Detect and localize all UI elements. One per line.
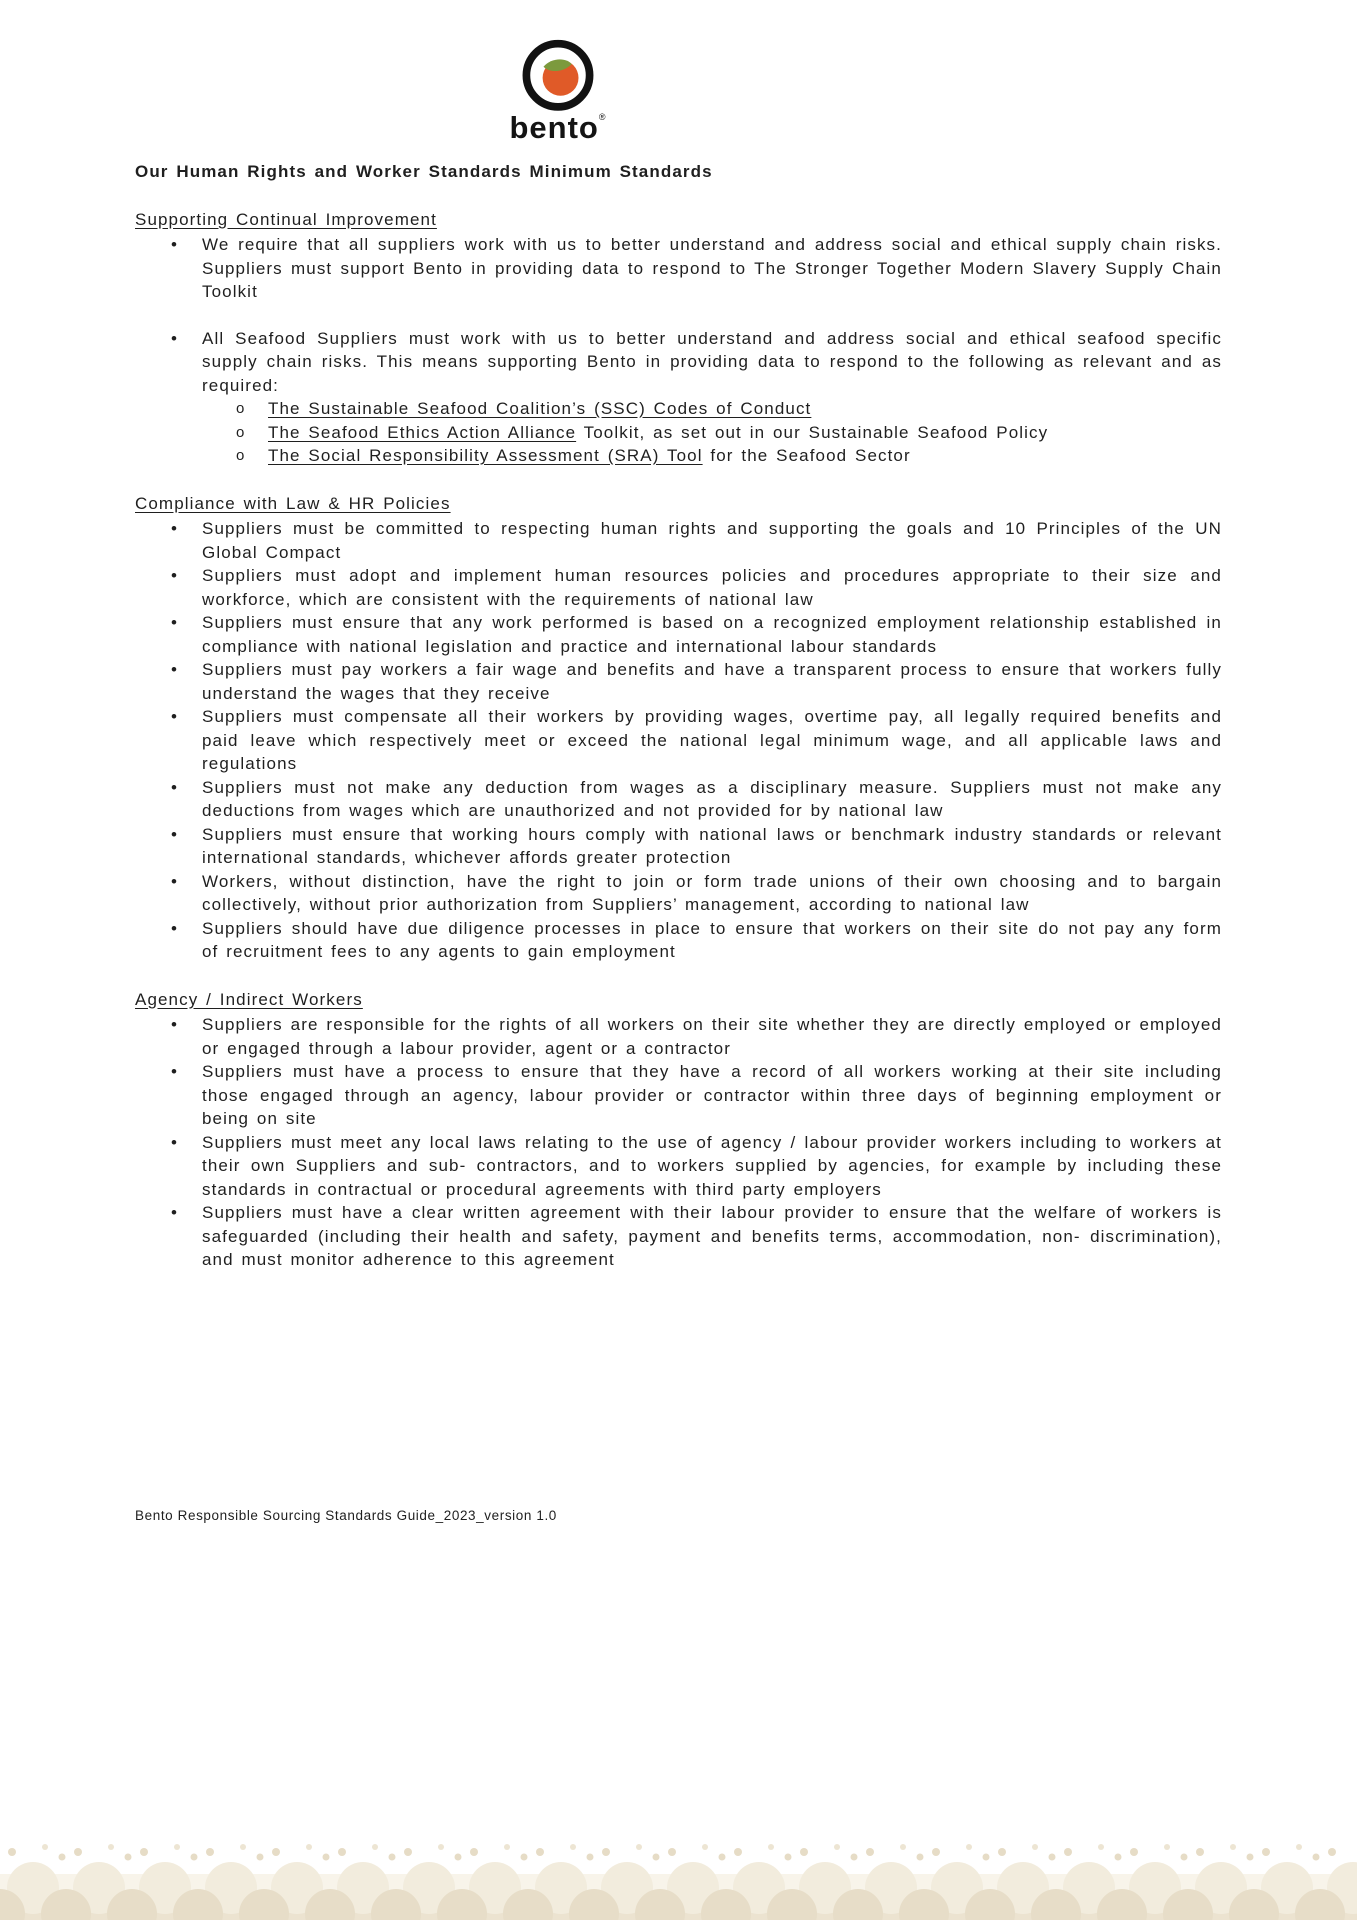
bullet-item	[135, 776, 1222, 823]
bullet-icon: •	[171, 566, 179, 585]
bullet-text: Suppliers must have a clear written agreement with their labour provider to ensure that the welfare of workers is safeguarded (including their health and safety, payment and benefits terms, accommodation, non- discrimination), and must monitor adherence to this agreement	[202, 1203, 1222, 1269]
bullet-text: Suppliers must be committed to respecting human rights and supporting the goals and 10 Principles of the UN Global Compact	[202, 519, 1222, 562]
bullet-item	[135, 233, 1222, 304]
bullet-icon: •	[171, 777, 179, 797]
section-supporting-continual-improvement	[135, 208, 1222, 468]
bullet-text: Suppliers must meet any local laws relating to the use of agency / labour provider workers including to workers at their own Suppliers and sub- contractors, and to workers supplied by agencies, for example by including these standards in contractual or procedural agreements with third party employers	[202, 1132, 1222, 1199]
brand-wordmark	[500, 112, 616, 143]
sub-bullet-text	[268, 397, 1222, 421]
bullet-item	[135, 564, 1222, 611]
bullet-icon: •	[171, 328, 179, 348]
section-compliance-with-law-hr-policies	[135, 492, 1222, 964]
link-seafood-ethics-action-alliance[interactable]: The Seafood Ethics Action Alliance	[268, 422, 577, 442]
bullet-item	[135, 517, 1222, 564]
bubble-border-decoration	[0, 1840, 1357, 1920]
sub-bullet-text	[268, 421, 1222, 445]
trademark-icon: ®	[598, 112, 607, 122]
bullet-text: Suppliers must ensure that working hours comply with national laws or benchmark industry standards or relevant international standards, whichever affords greater protection	[202, 824, 1222, 867]
circle-bullet-icon: o	[236, 400, 246, 417]
bullet-icon: •	[171, 918, 179, 938]
bullet-text: Suppliers must pay workers a fair wage and benefits and have a transparent process to ensure that workers fully understand the wages that they receive	[202, 660, 1222, 703]
bullet-item	[135, 611, 1222, 658]
page-title: Our Human Rights and Worker Standards Minimum Standards	[135, 162, 713, 181]
bullet-item	[135, 1013, 1222, 1060]
bullet-item	[135, 705, 1222, 776]
bullet-text: All Seafood Suppliers must work with us to better understand and address social and ethical seafood specific supply chain risks. This means supporting Bento in providing data to respond to the following as relevant and as required:	[202, 328, 1222, 395]
bullet-item	[135, 870, 1222, 917]
bento-logo	[500, 36, 616, 143]
circle-bullet-icon: o	[236, 447, 246, 464]
bullet-icon: •	[171, 613, 179, 632]
sub-bullet-item	[135, 444, 1222, 468]
bullet-item	[135, 1060, 1222, 1131]
section-heading: Supporting Continual Improvement	[135, 209, 437, 229]
bullet-text: Suppliers must not make any deduction from wages as a disciplinary measure. Suppliers must not make any deductions from wages which are unauthorized and not provided for by national law	[202, 777, 1222, 820]
bullet-text: Suppliers must adopt and implement human resources policies and procedures appropriate to their size and workforce, which are consistent with the requirements of national law	[202, 566, 1222, 609]
bullet-text: Suppliers are responsible for the rights of all workers on their site whether they are directly employed or employed or engaged through a labour provider, agent or a contractor	[202, 1015, 1222, 1058]
bubble-pattern-icon	[0, 1840, 1357, 1920]
bullet-icon: •	[171, 1132, 179, 1152]
bullet-item	[135, 823, 1222, 870]
bullet-text: Suppliers should have due diligence processes in place to ensure that workers on their site do not pay any form of recruitment fees to any agents to gain employment	[202, 918, 1222, 961]
brand-text: bento	[509, 110, 599, 145]
sub-bullet-item	[135, 421, 1222, 445]
sub-bullet-rest: Toolkit, as set out in our Sustainable Seafood Policy	[576, 422, 1049, 442]
circle-bullet-icon: o	[236, 423, 246, 441]
bullet-item	[135, 1131, 1222, 1202]
document-content	[135, 160, 1222, 1272]
bullet-item	[135, 327, 1222, 398]
footer-text: Bento Responsible Sourcing Standards Guide_2023_version 1.0	[135, 1508, 557, 1523]
bullet-item	[135, 917, 1222, 964]
sub-bullet-rest: for the Seafood Sector	[702, 446, 911, 465]
bullet-icon: •	[171, 1203, 179, 1222]
bullet-icon: •	[171, 1015, 179, 1034]
sub-bullet-item	[135, 397, 1222, 421]
bullet-icon: •	[171, 235, 179, 254]
section-agency-indirect-workers	[135, 988, 1222, 1272]
bullet-text: We require that all suppliers work with us to better understand and address social and ethical supply chain risks. Suppliers must support Bento in providing data to respond to The Stronger Together Modern Slavery Supply Chain Toolkit	[202, 235, 1222, 301]
bento-logo-icon	[515, 36, 601, 118]
link-ssc-codes-of-conduct[interactable]: The Sustainable Seafood Coalition’s (SSC) Codes of Conduct	[268, 399, 812, 418]
bullet-text: Suppliers must have a process to ensure that they have a record of all workers working at their site including those engaged through an agency, labour provider or contractor within three days of beginning employment or being on site	[202, 1062, 1222, 1128]
bullet-item	[135, 658, 1222, 705]
bullet-text: Suppliers must ensure that any work performed is based on a recognized employment relationship established in compliance with national legislation and practice and international labour standards	[202, 613, 1222, 656]
bullet-icon: •	[171, 871, 179, 891]
bullet-icon: •	[171, 660, 179, 679]
bullet-text: Workers, without distinction, have the right to join or form trade unions of their own choosing and to bargain collectively, without prior authorization from Suppliers’ management, according to national law	[202, 871, 1222, 914]
bullet-icon: •	[171, 707, 179, 726]
bullet-icon: •	[171, 519, 179, 538]
link-sra-tool[interactable]: The Social Responsibility Assessment (SRA) Tool	[268, 446, 703, 465]
sub-bullet-text	[268, 444, 1222, 468]
bullet-icon: •	[171, 824, 179, 844]
section-heading: Compliance with Law & HR Policies	[135, 493, 451, 513]
bullet-item	[135, 1201, 1222, 1272]
bullet-icon: •	[171, 1062, 179, 1081]
bullet-text: Suppliers must compensate all their workers by providing wages, overtime pay, all legally required benefits and paid leave which respectively meet or exceed the national legal minimum wage, and all applicable laws and regulations	[202, 707, 1222, 773]
section-heading: Agency / Indirect Workers	[135, 989, 363, 1009]
